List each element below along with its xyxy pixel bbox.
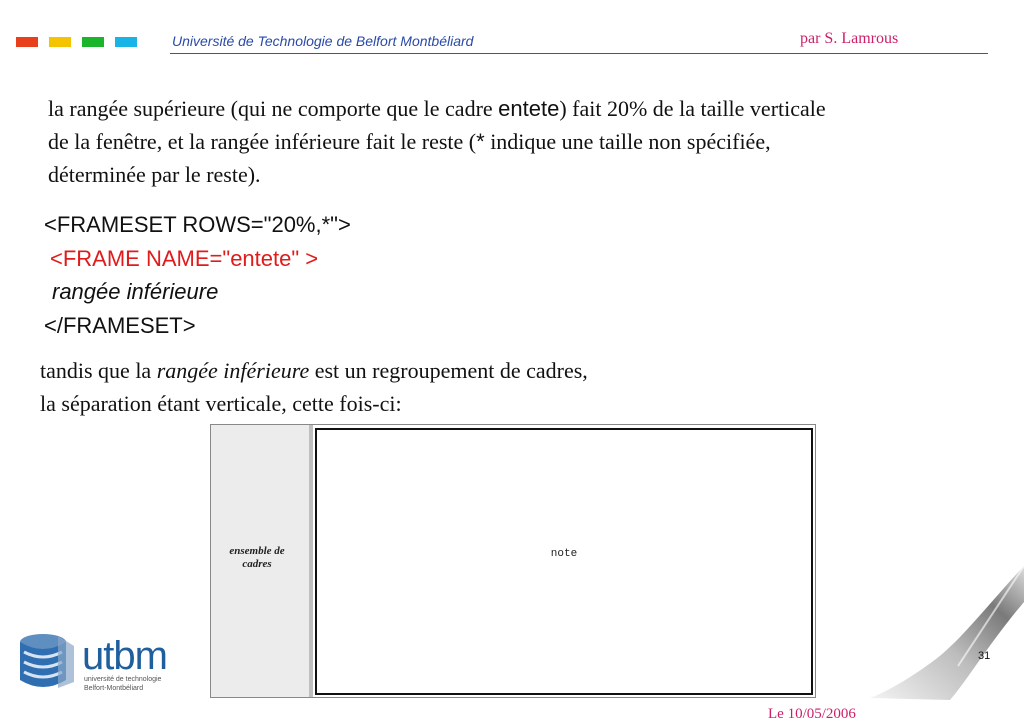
- code-line-frameset-end: </FRAMESET>: [44, 312, 196, 338]
- color-square-yellow: [49, 37, 71, 47]
- diagram-left-label: [211, 545, 303, 571]
- frames-diagram: [210, 424, 816, 698]
- paragraph-explanation-part1: tandis que la: [40, 358, 157, 383]
- color-square-green: [82, 37, 104, 47]
- color-square-red: [16, 37, 38, 47]
- header-author: par S. Lamrous: [800, 30, 899, 47]
- diagram-left-frame: [211, 425, 313, 697]
- header-divider: [170, 53, 988, 54]
- paragraph-explanation: [40, 354, 800, 420]
- database-cylinder-icon: [18, 632, 76, 690]
- code-frame-close: " >: [291, 245, 319, 271]
- paragraph-explanation-part2: est un regroupement de cadres,: [309, 358, 588, 383]
- logo-wordmark: utbm: [82, 634, 167, 678]
- logo-subtitle-1: université de technologie: [84, 676, 162, 683]
- diagram-right-frame: [315, 428, 813, 695]
- code-line-placeholder: rangée inférieure: [52, 279, 219, 304]
- code-line-frame: [44, 242, 351, 276]
- utbm-logo: [18, 632, 178, 698]
- code-frame-value: entete: [230, 245, 292, 271]
- paragraph-explanation-italic: rangée inférieure: [156, 358, 310, 383]
- code-frameset-value: 20%,*: [271, 212, 331, 237]
- diagram-left-label-line2: cadres: [242, 558, 272, 570]
- code-frameset-tag: <FRAMESET ROWS=": [44, 212, 272, 237]
- paragraph-explanation-line2: la séparation étant verticale, cette fois-ci:: [40, 391, 402, 416]
- page-curl-icon: [870, 562, 1024, 702]
- color-square-cyan: [115, 37, 137, 47]
- paragraph-intro-part2: ) fait 20% de la taille verticale de la fenêtre, et la rangée inférieure fait le reste (: [48, 96, 826, 154]
- logo-subtitle-2: Belfort-Montbéliard: [84, 685, 144, 692]
- diagram-right-label: note: [550, 548, 578, 560]
- code-line-frameset: [44, 208, 351, 242]
- code-frame-tag: <FRAME NAME=": [50, 245, 231, 271]
- code-frameset-close: ">: [330, 212, 351, 237]
- paragraph-intro: [48, 92, 828, 191]
- footer-date: Le 10/05/2006: [768, 706, 856, 722]
- diagram-left-label-line1: ensemble de: [229, 545, 285, 557]
- header-university: Université de Technologie de Belfort Montbéliard: [172, 33, 474, 49]
- page-number: 31: [978, 650, 991, 662]
- code-block: [44, 208, 351, 342]
- paragraph-intro-star: *: [476, 129, 485, 154]
- paragraph-intro-part3: indique une taille non spécifiée, déterminée par le reste).: [48, 129, 771, 187]
- paragraph-intro-part1: la rangée supérieure (qui ne comporte que le cadre: [48, 96, 499, 121]
- paragraph-intro-entete: entete: [498, 96, 560, 121]
